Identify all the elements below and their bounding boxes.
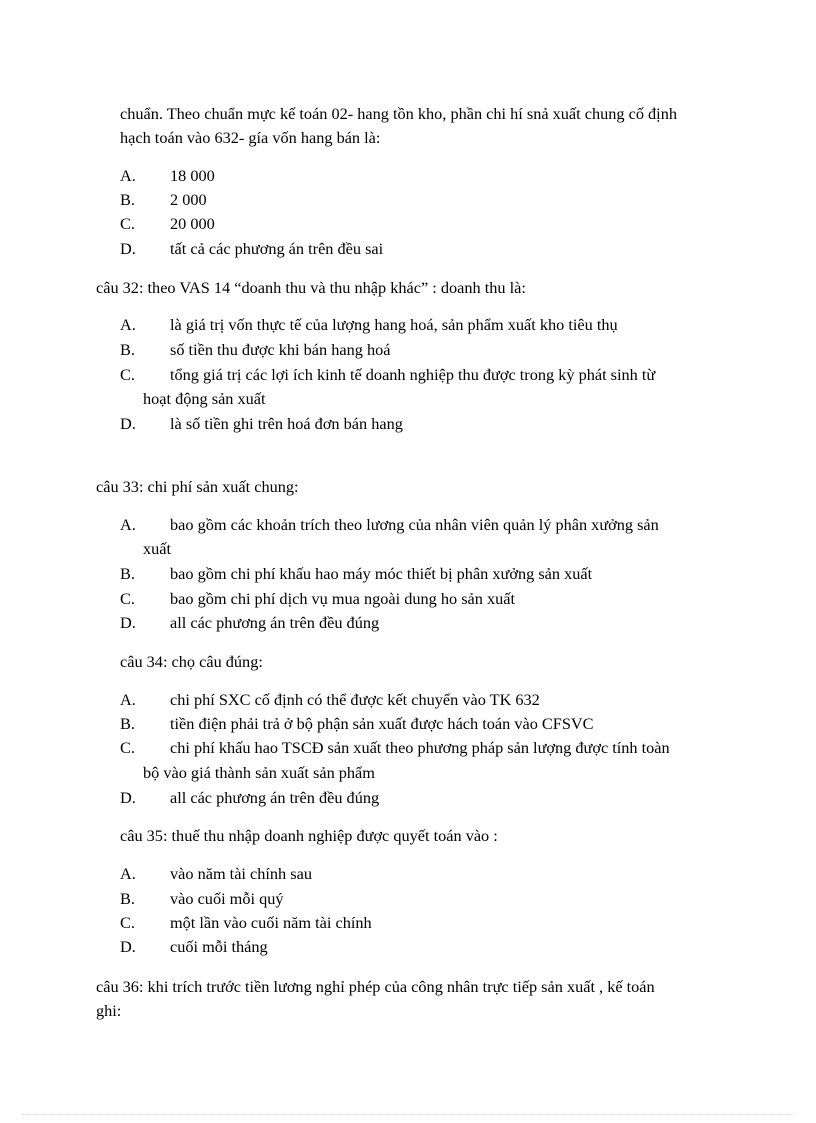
option-letter: C. [120, 913, 135, 932]
question-34: câu 34: chọ câu đúng: [120, 652, 263, 671]
option-letter: B. [120, 564, 135, 583]
option-text: chi phí SXC cố định có thể được kết chuyển vào TK 632 [170, 690, 540, 709]
option-letter: C. [120, 214, 135, 233]
option-text: vào năm tài chính sau [170, 864, 312, 883]
intro-line-1: chuẩn. Theo chuẩn mực kế toán 02- hang tồn kho, phần chi hí snả xuất chung cố định [120, 104, 677, 123]
option-text: bao gồm chi phí dịch vụ mua ngoài dung ho sản xuất [170, 589, 516, 608]
option-text: là giá trị vốn thực tế của lượng hang hoá, sản phẩm xuất kho tiêu thụ [170, 315, 618, 334]
option-letter: B. [120, 714, 135, 733]
option-text: 18 000 [170, 166, 215, 185]
option-letter: D. [120, 937, 136, 956]
option-letter: D. [120, 613, 136, 632]
option-letter: C. [120, 589, 135, 608]
option-text: all các phương án trên đều đúng [170, 613, 380, 632]
option-text: cuối mỗi tháng [170, 937, 268, 956]
option-text: bao gồm chi phí khấu hao máy móc thiết bị phân xưởng sản xuất [170, 564, 593, 583]
option-letter: C. [120, 738, 135, 757]
option-text: tổng giá trị các lợi ích kinh tế doanh nghiệp thu được trong kỳ phát sinh từ [170, 365, 656, 384]
option-text: một lần vào cuối năm tài chính [170, 913, 372, 932]
option-text: 2 000 [170, 190, 207, 209]
option-letter: A. [120, 315, 136, 334]
option-text: chi phí khấu hao TSCĐ sản xuất theo phương pháp sản lượng được tính toàn [170, 738, 670, 757]
option-letter: B. [120, 889, 135, 908]
option-text: là số tiền ghi trên hoá đơn bán hang [170, 414, 403, 433]
question-36-line-2: ghi: [96, 1001, 122, 1020]
intro-line-2: hạch toán vào 632- gía vốn hang bán là: [120, 128, 381, 147]
option-text: tất cả các phương án trên đều sai [170, 239, 384, 258]
option-letter: B. [120, 190, 135, 209]
option-text: bao gồm các khoản trích theo lương của nhân viên quản lý phân xưởng sản [170, 515, 659, 534]
option-letter: D. [120, 414, 136, 433]
option-text: số tiền thu được khi bán hang hoá [170, 340, 391, 359]
question-33: câu 33: chi phí sản xuất chung: [96, 477, 299, 496]
option-text: all các phương án trên đều đúng [170, 788, 380, 807]
option-text-continued: bộ vào giá thành sản xuất sản phẩm [143, 763, 375, 782]
option-letter: A. [120, 515, 136, 534]
option-letter: C. [120, 365, 135, 384]
question-35: câu 35: thuế thu nhập doanh nghiệp được quyết toán vào : [120, 826, 498, 845]
option-letter: A. [120, 166, 136, 185]
option-letter: B. [120, 340, 135, 359]
option-text-continued: xuất [143, 539, 172, 558]
option-letter: D. [120, 788, 136, 807]
page-bottom-divider [22, 1114, 794, 1115]
option-text: vào cuối mỗi quý [170, 889, 284, 908]
option-letter: A. [120, 690, 136, 709]
option-text: 20 000 [170, 214, 215, 233]
option-text-continued: hoạt động sản xuất [143, 389, 266, 408]
option-letter: A. [120, 864, 136, 883]
option-text: tiền điện phải trả ở bộ phận sản xuất được hách toán vào CFSVC [170, 714, 594, 733]
question-36-line-1: câu 36: khi trích trước tiền lương nghỉ phép của công nhân trực tiếp sản xuất , kế toán [96, 977, 655, 996]
question-32: câu 32: theo VAS 14 “doanh thu và thu nhập khác” : doanh thu là: [96, 278, 526, 297]
option-letter: D. [120, 239, 136, 258]
